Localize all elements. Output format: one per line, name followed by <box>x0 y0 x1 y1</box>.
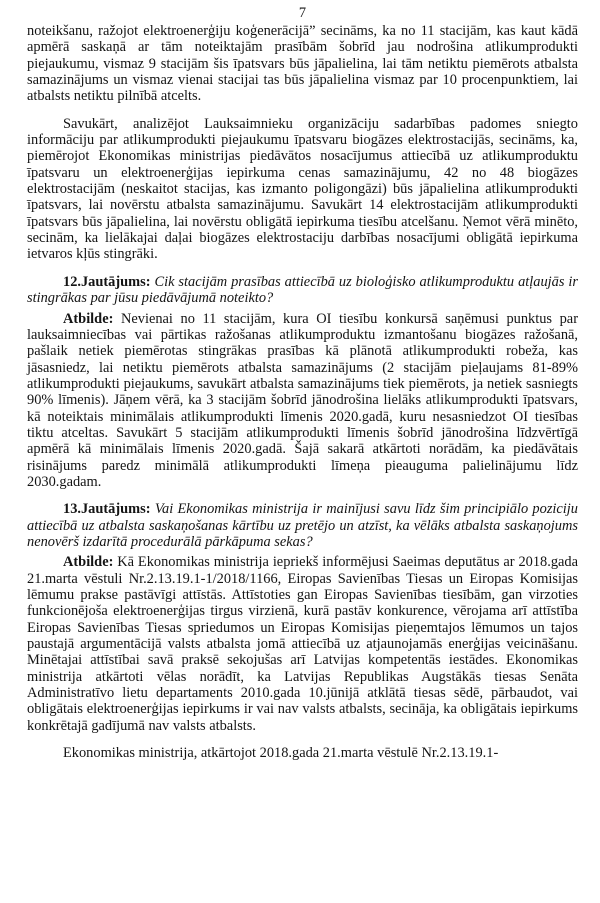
question-13-text: Vai Ekonomikas ministrija ir mainījusi savu līdz šim principiālo poziciju attiecībā uz atbalsta saskaņošanas kārtību uz pretējo un atzīst, ka vēlāks atbalsta saskaņojums nenovērš izdarītā procedurālā pārkāpuma sekas? <box>27 501 578 550</box>
question-12-text: Cik stacijām prasības attiecībā uz bioloģisko atlikumproduktu atļaujās ir stingrākas par jūsu piedāvājumā noteikto? <box>27 273 578 307</box>
answer-13-label: Atbilde: <box>63 554 114 571</box>
answer-13 <box>27 554 578 734</box>
answer-12 <box>27 311 578 491</box>
question-13 <box>27 501 578 550</box>
question-13-label: 13.Jautājums: <box>63 501 151 518</box>
answer-13-text: Kā Ekonomikas ministrija iepriekš informējusi Saeimas deputātus ar 2018.gada 21.marta vēstuli Nr.2.13.19.1-1/2018/1166, Eiropas Savienības Tiesas un Eiropas Komisijas lēmumu prakse pastāvīgi attīstās. Attīstoties gan Eiropas Savienības tiesībām, gan virzoties funkcionējoša elektroenerģijas tirgus virzienā, kurā pastāv konkurence, vērojama arī attīstība Eiropas Savienības Tiesas spriedumos un Eiropas Komisijas pieņemtajos lēmumos un tajos paustajā argumentācijā valsts atbalsta jomā attiecībā uz atjaunojamās enerģijas veicināšanu. Minētajai attīstībai savā praksē sekojušas arī Latvijas kompetentās iestādes. Ekonomikas ministrija atkārtoti vēlas norādīt, ka Latvijas Republikas Augstākās tiesas Senāta Administratīvo lietu departaments 2010.gada 10.jūnijā atklātā tiesas sēdē, pārbaudot, vai obligātais elektroenerģijas iepirkums ir vai nav valsts atbalsts, secināja, ka obligātais iepirkums konkrētajā gadījumā nav valsts atbalsts. <box>27 554 578 734</box>
paragraph-biogas-analysis: Savukārt, analizējot Lauksaimnieku organizāciju sadarbības padomes sniegto informāciju par atlikumprodukti piejaukumu īpatsvaru biogāzes elektrostacijās, secināms, ka, piemērojot Ekonomikas ministrijas piedāvātos nosacījumus attiecībā uz atlikumproduktu īpatsvaru un elektroenerģijas iepirkuma cenas samazinājumu, 42 no 48 biogāzes elektrostacijām (neskaitot stacijas, kas izmanto poligongāzi) būs jāpalielina atlikumprodukti īpatsvars, lai novērstu atbalsta samazinājumu. Savukārt 14 elektrostacijām atlikumprodukti īpatsvars būs jāpalielina, lai novērstu obligātā iepirkuma tiesību atcelšanu. Ņemot vērā minēto, secinām, ka lielākajai daļai biogāzes elektrostaciju darbības nosacījumi obligātā iepirkuma ietvaros kļūs stingrāki. <box>27 115 578 263</box>
page-number: 7 <box>298 5 307 21</box>
answer-12-label: Atbilde: <box>63 310 114 327</box>
closing-paragraph: Ekonomikas ministrija, atkārtojot 2018.gada 21.marta vēstulē Nr.2.13.19.1- <box>63 745 499 762</box>
question-12-label: 12.Jautājums: <box>63 273 151 290</box>
question-12 <box>27 274 578 307</box>
paragraph-continued: noteikšanu, ražojot elektroenerģiju koģenerācijā” secināms, ka no 11 stacijām, kas kaut kādā apmērā saskaņā ar tām noteiktajām prasībām šobrīd jau nodrošina atlikumprodukti piejaukumu, vismaz 9 stacijām šis īpatsvars būs jāpalielina, lai tām netiktu piemērots atbalsta samazinājums un vismaz vienai stacijai tas būs jāpalielina vismaz par 10 procenpunktiem, lai atbalsts netiktu pilnībā atcelts. <box>27 23 578 105</box>
answer-12-text: Nevienai no 11 stacijām, kura OI tiesību konkursā saņēmusi punktus par lauksaimniecības vai pārtikas ražošanas atlikumproduktu izmantošanu biogāzes ražošanā, pašlaik netiek piemērotas stingrākas prasības kā plānotā atlikumprodukti robeža, kas jāsasniedz, lai netiktu piemērots atbalsta samazinājums (2 stacijām pieļaujams 81-89% atlikumprodukti piejaukums, savukārt atbalsta samazinājums tiek piemērots, ja netiek sasniegts 90% līmenis). Jāņem vērā, ka 3 stacijām šobrīd jānodrošina lielāks atlikumprodukti īpatsvars, kā noteiktais minimālais atlikumprodukti līmenis 2020.gadā, kuru nesasniedzot OI tiesības tiktu atceltas. Savukārt 5 stacijām atlikumprodukti līmenis šobrīd jānodrošina līdzvērtīgā apmērā kā minimālais līmenis 2020.gadā. Šajā sakarā atkārtoti norādām, ka piedāvātais risinājums paredz minimālā atlikumprodukti līmeņa pieauguma palielinājumu līdz 2030.gadam. <box>27 310 578 490</box>
